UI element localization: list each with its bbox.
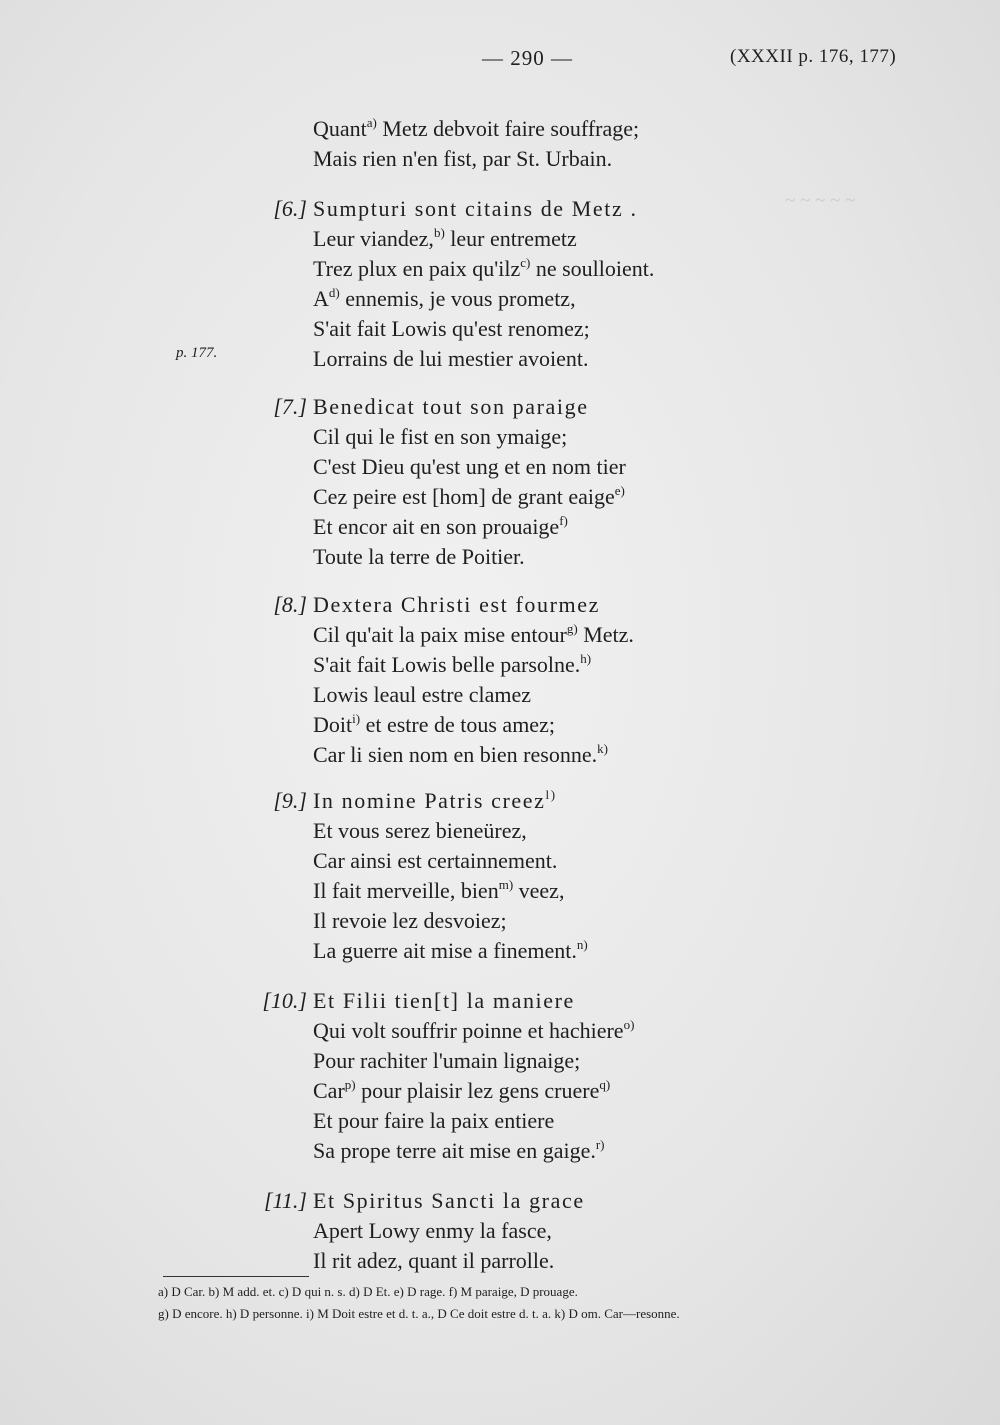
verse-line — [313, 876, 564, 906]
verse-line-text: S'ait fait Lowis qu'est renomez; — [313, 316, 590, 341]
verse-line-text: Il rit adez, quant il parrolle. — [313, 1248, 555, 1273]
verse-line — [313, 740, 608, 770]
footnote-marker: m) — [498, 877, 514, 892]
verse-line — [313, 906, 507, 936]
verse-number: [10.] — [262, 988, 307, 1013]
footnote-marker: a) — [366, 115, 377, 130]
footnote-marker: i) — [352, 711, 361, 726]
verse-line-text: Cil qui le fist en son ymaige; — [313, 424, 568, 449]
verse-line — [313, 1186, 585, 1216]
verse-number: [6.] — [273, 196, 307, 221]
verse-line — [313, 254, 654, 284]
verse-line-text: Doit — [313, 712, 353, 737]
verse-line-text: Car — [313, 1078, 345, 1103]
verse-line — [313, 986, 575, 1016]
verse-line — [313, 344, 589, 374]
verse-line-continuation: et estre de tous amez; — [360, 712, 555, 737]
verse-line-text: A — [313, 286, 329, 311]
footnote-marker: f) — [559, 513, 568, 528]
footnote-line-1: a) D Car. b) M add. et. c) D qui n. s. d) D Et. e) D rage. f) M paraige, D prouage. — [158, 1284, 578, 1299]
verse-line-continuation: leur entremetz — [444, 226, 577, 251]
verse-line — [313, 710, 555, 740]
page-number: — 290 — — [482, 46, 573, 70]
verse-line — [313, 542, 525, 572]
verse-line-text: Car li sien nom en bien resonne. — [313, 742, 598, 767]
page-reference: (XXXII p. 176, 177) — [730, 46, 897, 67]
verse-line-text: Il fait merveille, bien — [313, 878, 499, 903]
margin-page-note: p. 177. — [176, 345, 218, 361]
footnote-marker: h) — [580, 651, 592, 666]
verse-line-continuation: Metz. — [577, 622, 634, 647]
verse-line — [313, 846, 557, 876]
footnote-marker: g) — [566, 621, 578, 636]
footnote-rule — [163, 1276, 309, 1277]
verse-line-text: Sa prope terre ait mise en gaige. — [313, 1138, 596, 1163]
verse-line — [313, 194, 638, 224]
verse-number: [8.] — [273, 592, 307, 617]
verse-line-text: S'ait fait Lowis belle parsolne. — [313, 652, 581, 677]
verse-line-text: Apert Lowy enmy la fasce, — [313, 1218, 552, 1243]
verse-line — [313, 1136, 605, 1166]
footnote-line-2: g) D encore. h) D personne. i) M Doit estre et d. t. a., D Ce doit estre d. t. a. k) D om. Car—resonne. — [158, 1306, 680, 1321]
verse-line — [313, 590, 600, 620]
footnote-marker: l) — [545, 787, 557, 802]
verse-line — [313, 1076, 610, 1106]
verse-number: [11.] — [264, 1188, 307, 1213]
verse-line-text: Cez peire est [hom] de grant eaige — [313, 484, 615, 509]
footnote-marker: o) — [623, 1017, 635, 1032]
verse-line — [313, 816, 527, 846]
footnote-marker: q) — [599, 1077, 611, 1092]
verse-line — [313, 620, 634, 650]
verse-line-continuation: pour plaisir lez gens cruere — [355, 1078, 600, 1103]
verse-line — [313, 936, 588, 966]
verse-line — [313, 284, 576, 314]
verse-line — [313, 114, 639, 144]
footnote-marker: k) — [597, 741, 608, 756]
verse-line-continuation: ne soulloient. — [530, 256, 655, 281]
verse-line-text: Et encor ait en son prouaige — [313, 514, 560, 539]
verse-line-text: Mais rien n'en fist, par St. Urbain. — [313, 146, 613, 171]
verse-line — [313, 650, 591, 680]
verse-line — [313, 224, 577, 254]
verse-line — [313, 1246, 554, 1276]
verse-line-text: Lorrains de lui mestier avoient. — [313, 346, 589, 371]
verse-line-text: Dextera Christi est fourmez — [313, 592, 600, 617]
verse-line-text: Qui volt souffrir poinne et hachiere — [313, 1018, 624, 1043]
verse-line-text: In nomine Patris creez — [313, 788, 546, 813]
footnote-marker: e) — [614, 483, 625, 498]
footnote-marker: d) — [328, 285, 340, 300]
verse-line — [313, 392, 589, 422]
verse-line — [313, 482, 625, 512]
footnote-marker: n) — [576, 937, 588, 952]
verse-line — [313, 422, 567, 452]
verse-line — [313, 680, 531, 710]
verse-line — [313, 1216, 552, 1246]
verse-line — [313, 512, 568, 542]
verse-line-text: Trez plux en paix qu'ilz — [313, 256, 521, 281]
verse-line — [313, 452, 626, 482]
page-header — [0, 46, 1000, 76]
verse-line-continuation: Metz debvoit faire souffrage; — [376, 116, 640, 141]
verse-line-text: Et pour faire la paix entiere — [313, 1108, 555, 1133]
verse-line-text: Sumpturi sont citains de Metz . — [313, 196, 638, 221]
verse-line-text: Benedicat tout son paraige — [313, 394, 589, 419]
verse-line — [313, 1016, 634, 1046]
verse-line-text: Et vous serez bieneürez, — [313, 818, 527, 843]
verse-line-text: La guerre ait mise a finement. — [313, 938, 577, 963]
verse-line-text: Cil qu'ait la paix mise entour — [313, 622, 567, 647]
verse-line — [313, 786, 557, 816]
footnote-marker: p) — [344, 1077, 356, 1092]
verse-line-text: Et Filii tien[t] la maniere — [313, 988, 575, 1013]
verse-line — [313, 144, 612, 174]
verse-line — [313, 1046, 580, 1076]
verse-line — [313, 314, 590, 344]
verse-line-text: Il revoie lez desvoiez; — [313, 908, 507, 933]
footnote-marker: c) — [520, 255, 531, 270]
verse-line-text: Et Spiritus Sancti la grace — [313, 1188, 585, 1213]
verse-line-continuation: ennemis, je vous prometz, — [339, 286, 576, 311]
footnote-marker: r) — [595, 1137, 605, 1152]
verse-line-text: Lowis leaul estre clamez — [313, 682, 532, 707]
bleed-through-text: ~ ~ ~ ~ ~ — [785, 190, 856, 211]
verse-line-text: Pour rachiter l'umain lignaige; — [313, 1048, 581, 1073]
verse-line-text: C'est Dieu qu'est ung et en nom tier — [313, 454, 626, 479]
verse-line-continuation: veez, — [513, 878, 565, 903]
verse-line-text: Car ainsi est certainnement. — [313, 848, 558, 873]
verse-line — [313, 1106, 554, 1136]
verse-line-text: Leur viandez, — [313, 226, 434, 251]
verse-number: [7.] — [273, 394, 307, 419]
verse-line-text: Quant — [313, 116, 367, 141]
verse-number: [9.] — [273, 788, 307, 813]
footnote-marker: b) — [433, 225, 445, 240]
verse-line-text: Toute la terre de Poitier. — [313, 544, 525, 569]
